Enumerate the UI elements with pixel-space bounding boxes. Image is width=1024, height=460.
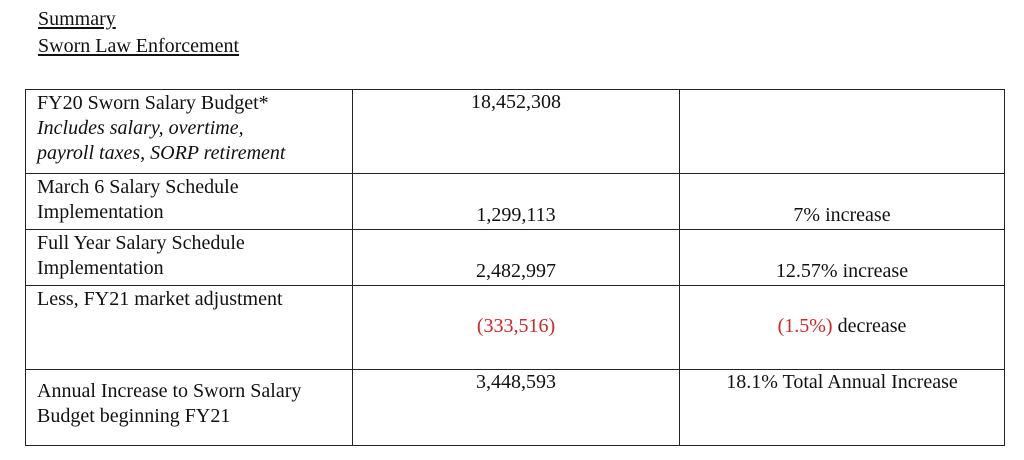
row-label-title: FY20 Sworn Salary Budget* [37,92,269,114]
row-label [26,90,353,174]
row-label-note-line1: Includes salary, overtime, [37,117,244,139]
negative-percent: (1.5%) [777,315,833,337]
row-label-line1: Annual Increase to Sworn Salary [37,380,302,402]
row-label [26,286,353,370]
row-label-note-line2: payroll taxes, SORP retirement [37,142,286,164]
heading-subtitle: Sworn Law Enforcement [38,35,240,57]
negative-amount: (333,516) [476,315,556,337]
table-row [26,174,1005,230]
row-note [680,90,1005,174]
table-row [26,90,1005,174]
row-label-line1: Less, FY21 market adjustment [37,288,283,310]
row-label [26,370,353,446]
row-note: 18.1% Total Annual Increase [680,370,1005,446]
row-label-line2: Implementation [37,257,164,279]
heading-summary: Summary [38,8,116,30]
salary-summary-table [25,89,1005,446]
row-label [26,230,353,286]
row-note: 12.57% increase [680,230,1005,286]
document-heading [38,6,239,60]
row-amount [353,286,680,370]
table-row [26,370,1005,446]
table-row [26,286,1005,370]
row-label-line2: Budget beginning FY21 [37,405,231,427]
row-amount: 2,482,997 [353,230,680,286]
row-note: 7% increase [680,174,1005,230]
row-label [26,174,353,230]
row-label-line1: Full Year Salary Schedule [37,232,245,254]
row-amount: 18,452,308 [353,90,680,174]
row-amount: 3,448,593 [353,370,680,446]
row-label-line2: Implementation [37,201,164,223]
row-note [680,286,1005,370]
table-row [26,230,1005,286]
note-suffix: decrease [832,315,907,337]
row-amount: 1,299,113 [353,174,680,230]
row-label-line1: March 6 Salary Schedule [37,176,239,198]
